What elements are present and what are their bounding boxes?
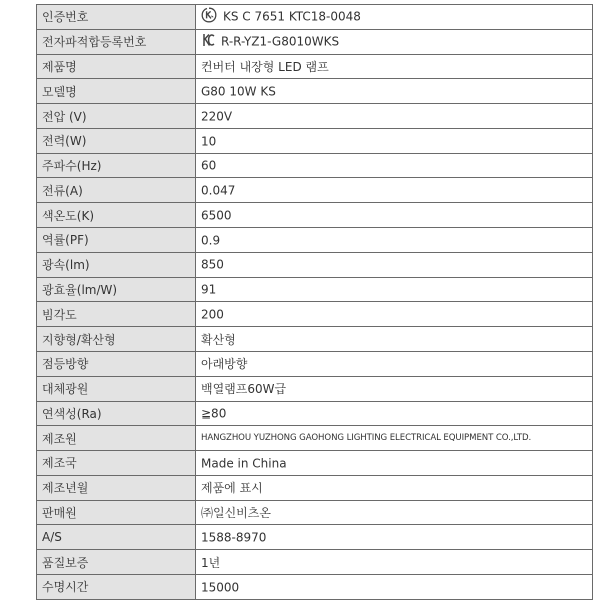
spec-table-body — [37, 5, 593, 600]
spec-row — [37, 451, 593, 476]
spec-value: 1588-8970 — [201, 530, 267, 545]
spec-value-cell — [196, 5, 593, 30]
spec-value: ㈜일신비츠온 — [201, 506, 271, 521]
spec-row — [37, 29, 593, 54]
spec-label: 빔각도 — [37, 302, 196, 327]
spec-value-cell — [196, 451, 593, 476]
spec-row — [37, 550, 593, 575]
spec-label: 제조국 — [37, 451, 196, 476]
spec-value: 220V — [201, 109, 233, 124]
spec-value-cell — [196, 302, 593, 327]
spec-value: Made in China — [201, 456, 287, 471]
spec-value: 200 — [201, 307, 224, 322]
spec-row — [37, 401, 593, 426]
spec-row — [37, 500, 593, 525]
spec-row — [37, 376, 593, 401]
spec-row — [37, 104, 593, 129]
spec-value-cell — [196, 475, 593, 500]
spec-value-cell — [196, 203, 593, 228]
spec-value-cell — [196, 376, 593, 401]
spec-value: 91 — [201, 282, 217, 297]
spec-row — [37, 475, 593, 500]
spec-value-cell — [196, 401, 593, 426]
spec-value: 아래방향 — [201, 357, 248, 372]
spec-value: ≧80 — [201, 406, 227, 421]
spec-row — [37, 302, 593, 327]
spec-value-cell — [196, 54, 593, 79]
spec-value-cell — [196, 351, 593, 376]
spec-label: 대체광원 — [37, 376, 196, 401]
spec-label: 광속(lm) — [37, 252, 196, 277]
spec-row — [37, 228, 593, 253]
spec-label: 전류(A) — [37, 178, 196, 203]
spec-value: 850 — [201, 257, 224, 272]
spec-value: KS C 7651 KTC18-0048 — [223, 9, 361, 24]
spec-label: 전압 (V) — [37, 104, 196, 129]
spec-value-cell — [196, 153, 593, 178]
spec-row — [37, 5, 593, 30]
spec-value-cell — [196, 128, 593, 153]
spec-value-cell — [196, 178, 593, 203]
spec-label: A/S — [37, 525, 196, 550]
spec-label: 주파수(Hz) — [37, 153, 196, 178]
spec-value-cell — [196, 252, 593, 277]
spec-row — [37, 525, 593, 550]
spec-label: 제조년월 — [37, 475, 196, 500]
spec-value-cell — [196, 327, 593, 352]
spec-value: G80 10W KS — [201, 84, 276, 99]
spec-row — [37, 54, 593, 79]
spec-label: 전자파적합등록번호 — [37, 29, 196, 54]
spec-table — [36, 4, 593, 600]
spec-row — [37, 153, 593, 178]
spec-value: 15000 — [201, 580, 240, 595]
spec-label: 역률(PF) — [37, 228, 196, 253]
spec-row — [37, 426, 593, 451]
spec-value: 컨버터 내장형 LED 램프 — [201, 59, 329, 74]
spec-value: 10 — [201, 134, 217, 149]
spec-value: 제품에 표시 — [201, 481, 263, 496]
spec-label: 연색성(Ra) — [37, 401, 196, 426]
spec-value-cell — [196, 29, 593, 54]
spec-label: 모델명 — [37, 79, 196, 104]
spec-row — [37, 351, 593, 376]
spec-row — [37, 327, 593, 352]
spec-label: 수명시간 — [37, 574, 196, 599]
spec-value: 확산형 — [201, 332, 236, 347]
spec-value-cell — [196, 574, 593, 599]
spec-row — [37, 128, 593, 153]
spec-value-cell — [196, 277, 593, 302]
spec-value: 6500 — [201, 208, 232, 223]
spec-value: HANGZHOU YUZHONG GAOHONG LIGHTING ELECTRICAL EQUIPMENT CO.,LTD. — [201, 432, 532, 443]
spec-value: R-R-YZ1-G8010WKS — [221, 34, 340, 49]
kc-mark-icon — [201, 32, 215, 51]
spec-value: 백열램프60W급 — [201, 382, 287, 397]
spec-row — [37, 277, 593, 302]
spec-label: 품질보증 — [37, 550, 196, 575]
spec-value: 0.9 — [201, 233, 221, 248]
spec-value-cell — [196, 228, 593, 253]
spec-value-cell — [196, 550, 593, 575]
spec-label: 전력(W) — [37, 128, 196, 153]
spec-row — [37, 252, 593, 277]
spec-value-cell — [196, 79, 593, 104]
spec-row — [37, 574, 593, 599]
spec-label: 인증번호 — [37, 5, 196, 30]
spec-label: 제조원 — [37, 426, 196, 451]
spec-label: 광효율(lm/W) — [37, 277, 196, 302]
spec-value: 0.047 — [201, 183, 236, 198]
spec-label: 점등방향 — [37, 351, 196, 376]
spec-value-cell — [196, 500, 593, 525]
spec-value: 1년 — [201, 555, 221, 570]
spec-value-cell — [196, 525, 593, 550]
spec-label: 제품명 — [37, 54, 196, 79]
spec-row — [37, 203, 593, 228]
spec-row — [37, 79, 593, 104]
spec-label: 지향형/확산형 — [37, 327, 196, 352]
spec-label: 판매원 — [37, 500, 196, 525]
ks-mark-icon — [201, 7, 217, 26]
spec-value-cell — [196, 104, 593, 129]
spec-value: 60 — [201, 158, 217, 173]
spec-row — [37, 178, 593, 203]
spec-label: 색온도(K) — [37, 203, 196, 228]
spec-value-cell — [196, 426, 593, 451]
